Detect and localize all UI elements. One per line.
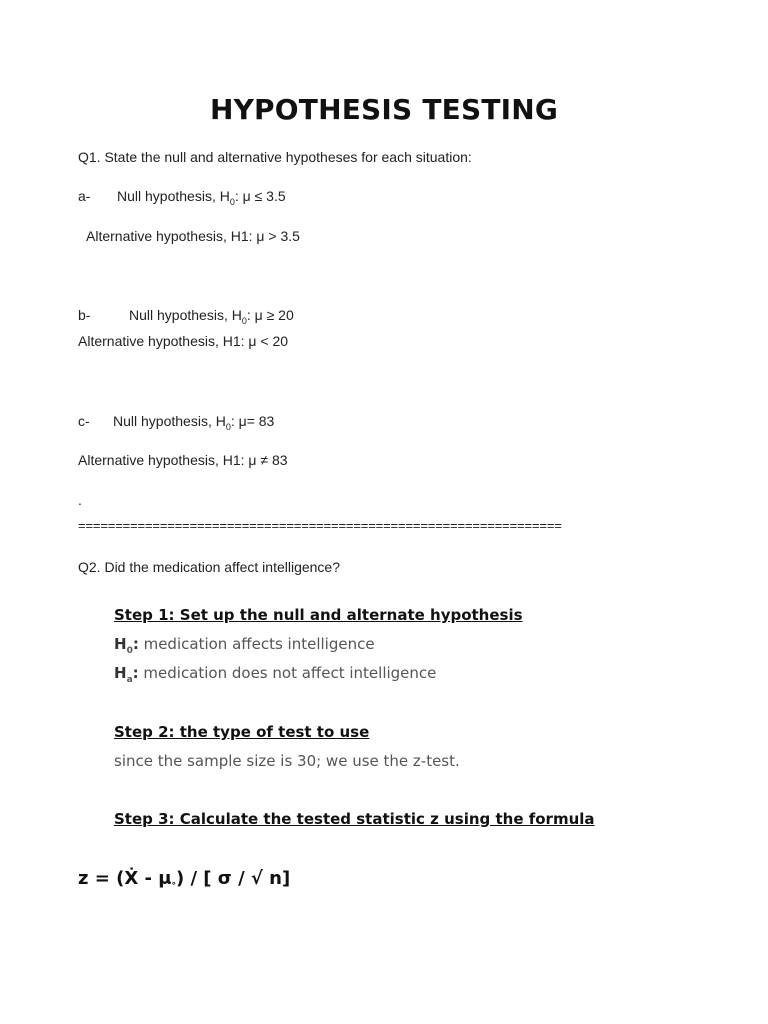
separator-line: ================================================================= bbox=[78, 518, 562, 533]
ha-colon: : bbox=[132, 664, 139, 682]
z-formula bbox=[78, 868, 290, 892]
step2-heading: Step 2: the type of test to use bbox=[114, 723, 370, 741]
h0-colon: : bbox=[132, 635, 139, 653]
h0-symbol: H bbox=[114, 635, 127, 653]
step1-h0-line bbox=[114, 635, 375, 656]
stray-dot: . bbox=[78, 492, 82, 508]
formula-pre: z = (Ẋ - μ bbox=[78, 868, 172, 889]
q1-c-null-label: Null hypothesis, H bbox=[113, 413, 226, 429]
q1-a-alt: Alternative hypothesis, H1: μ > 3.5 bbox=[86, 228, 300, 244]
q1-a-null bbox=[78, 188, 286, 207]
q1-a-null-sub: 0 bbox=[229, 196, 235, 207]
q1-b-alt: Alternative hypothesis, H1: μ < 20 bbox=[78, 333, 289, 349]
q1-a-null-label: Null hypothesis, H bbox=[117, 188, 230, 204]
q1-c-null bbox=[78, 413, 274, 432]
q1-c-alt: Alternative hypothesis, H1: μ ≠ 83 bbox=[78, 452, 288, 468]
q1-c-null-sub: 0 bbox=[225, 421, 231, 432]
q1-b-null-rest: : μ ≥ 20 bbox=[246, 307, 294, 323]
ha-sub: a bbox=[126, 675, 133, 685]
page-title: HYPOTHESIS TESTING bbox=[209, 93, 559, 126]
step1-heading: Step 1: Set up the null and alternate hypothesis bbox=[114, 606, 523, 624]
q1-c-null-rest: : μ= 83 bbox=[230, 413, 275, 429]
step2-body: since the sample size is 30; we use the z-test. bbox=[114, 752, 460, 770]
q1-b-marker: b- bbox=[78, 307, 91, 323]
q1-b-null-label: Null hypothesis, H bbox=[129, 307, 242, 323]
ha-text: medication does not affect intelligence bbox=[138, 664, 437, 682]
formula-sub: ° bbox=[171, 881, 176, 892]
q2-prompt: Q2. Did the medication affect intelligence? bbox=[78, 559, 341, 575]
q1-a-null-rest: : μ ≤ 3.5 bbox=[234, 188, 286, 204]
formula-post: ) / [ σ / √ n] bbox=[175, 868, 291, 889]
h0-text: medication affects intelligence bbox=[138, 635, 375, 653]
step3-heading: Step 3: Calculate the tested statistic z using the formula bbox=[114, 810, 595, 828]
q1-a-marker: a- bbox=[78, 188, 91, 204]
q1-b-null-sub: 0 bbox=[241, 315, 247, 326]
q1-c-marker: c- bbox=[78, 413, 90, 429]
step1-ha-line bbox=[114, 664, 436, 685]
h0-sub: 0 bbox=[126, 646, 133, 656]
ha-symbol: H bbox=[114, 664, 127, 682]
q1-b-null bbox=[78, 307, 294, 326]
q1-prompt: Q1. State the null and alternative hypotheses for each situation: bbox=[78, 149, 472, 165]
